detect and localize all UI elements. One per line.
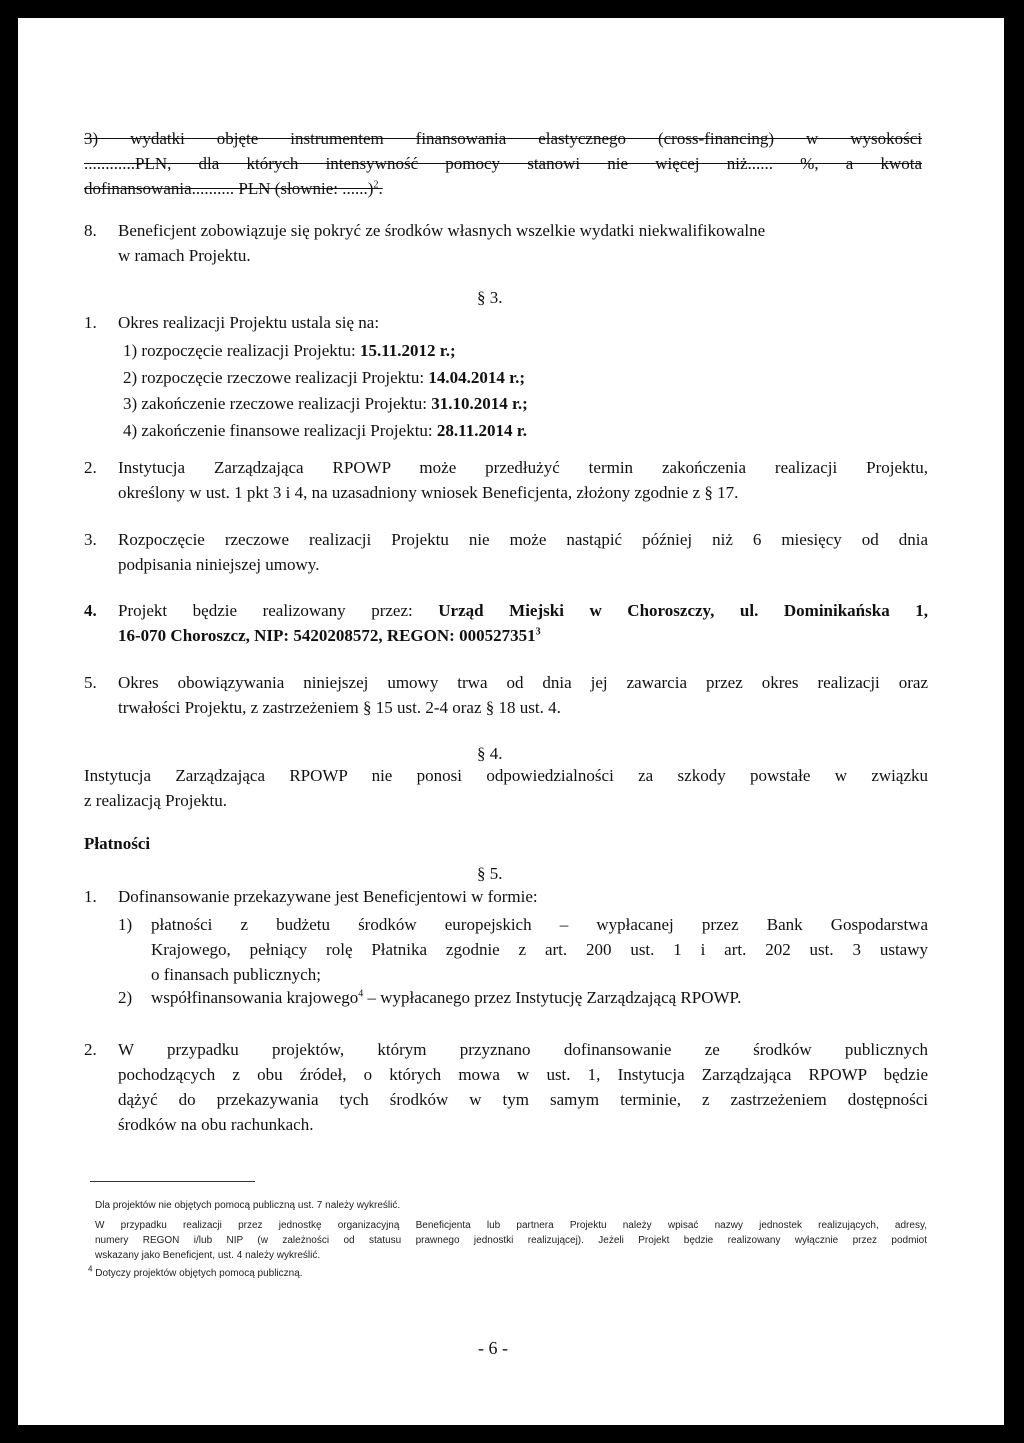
s4-text	[84, 763, 928, 813]
implementer-name: Urząd Miejski w Choroszczy, ul. Dominikańska 1,	[438, 601, 928, 620]
s3-p5-line-1: Okres obowiązywania niniejszej umowy trwa od dnia jej zawarcia przez okres realizacji oraz	[118, 673, 928, 692]
s3-p5-text	[118, 670, 928, 720]
s5-item1-text	[151, 912, 928, 987]
struck-line-3-text: dofinansowania.......... PLN (słownie: ......)	[84, 179, 374, 198]
document-page	[18, 18, 1004, 1425]
list-item-label: 2) rozpoczęcie rzeczowe realizacji Projektu:	[123, 367, 429, 387]
s5-item2-part-a: współfinansowania krajowego	[151, 988, 359, 1007]
s3-p4-text	[118, 598, 928, 648]
footnote-3	[95, 1218, 927, 1263]
s3-p5-line-2: trwałości Projektu, z zastrzeżeniem § 15 ust. 2-4 oraz § 18 ust. 4.	[118, 698, 561, 717]
struck-line-3: dofinansowania.......... PLN (słownie: ......)$^2$.	[84, 179, 383, 198]
s5-item2-text	[151, 985, 928, 1010]
s5-p2-text	[118, 1037, 928, 1137]
s3-p2-text	[118, 455, 928, 505]
s5-item2-number: 2)	[118, 988, 133, 1007]
s5-item1-line-2: Krajowego, pełniący rolę Płatnika zgodnie z art. 200 ust. 1 i art. 202 ust. 3 ustawy	[151, 940, 928, 959]
s5-p2-line-2: pochodzących z obu źródeł, o których mowa w ust. 1, Instytucja Zarządzająca RPOWP będzie	[118, 1065, 928, 1084]
footnote-4-text: Dotyczy projektów objętych pomocą publiczną.	[95, 1268, 303, 1279]
s3-p3-text	[118, 527, 928, 577]
p8-text	[118, 218, 928, 268]
p8-line-1: Beneficjent zobowiązuje się pokryć ze środków własnych wszelkie wydatki niekwalifikowalne	[118, 221, 766, 240]
list-item-label: 1) rozpoczęcie realizacji Projektu:	[123, 341, 360, 360]
s5-item1-line-1: płatności z budżetu środków europejskich – wypłacanej przez Bank Gospodarstwa	[151, 915, 928, 934]
s3-p1-text: Okres realizacji Projektu ustala się na:	[118, 313, 380, 332]
list-item-date: 31.10.2014 r.;	[431, 394, 528, 413]
list-item-label: 3) zakończenie rzeczowe realizacji Projektu:	[123, 394, 432, 413]
footnote-3-line-2: numery REGON i/lub NIP (w zależności od statusu prawnego jednostki realizującej). Jeżeli Projekt będzie realizowany wyłącznie przez podmiot	[95, 1235, 927, 1246]
s5-p2-line-4: środków na obu rachunkach.	[118, 1115, 314, 1134]
footnote-3-line-1: W przypadku realizacji przez jednostkę organizacyjną Beneficjenta lub partnera Projektu należy wpisać nazwy jednostek realizujących, adresy,	[95, 1220, 927, 1231]
section-5-heading: § 5.	[477, 864, 503, 883]
footnote-4-marker: 4	[88, 1264, 93, 1274]
s3-p4-line-2	[118, 623, 928, 648]
footnote-4	[88, 1266, 303, 1281]
p8-number: 8.	[84, 221, 97, 240]
list-item-label: 4) zakończenie finansowe realizacji Projektu:	[123, 420, 437, 440]
list-item-date: 28.11.2014 r.	[436, 420, 527, 440]
s5-p2-number: 2.	[84, 1040, 97, 1059]
s5-item2-part-b: – wypłacanego przez Instytucję Zarządzającą RPOWP.	[363, 988, 742, 1007]
footnote-separator	[90, 1181, 255, 1182]
struck-line-2: ............PLN, dla których intensywność pomocy stanowi nie więcej niż...... %, a kwota	[84, 154, 922, 173]
list-item	[123, 365, 528, 392]
footnote-2: Dla projektów nie objętych pomocą publiczną ust. 7 należy wykreślić.	[95, 1200, 401, 1211]
footnote-ref-2: 2	[373, 179, 379, 191]
s3-p3-number: 3.	[84, 530, 97, 549]
list-item-date: 14.04.2014 r.;	[428, 367, 526, 387]
s3-p3-line-2: podpisania niniejszej umowy.	[118, 555, 320, 574]
s3-p4-line-1	[118, 598, 928, 623]
struck-line-1: 3) wydatki objęte instrumentem finansowania elastycznego (cross-financing) w wysokości	[84, 129, 922, 148]
s3-p1-number: 1.	[84, 313, 97, 332]
s3-p2-number: 2.	[84, 458, 97, 477]
page-number: - 6 -	[478, 1338, 508, 1358]
s3-p5-number: 5.	[84, 673, 97, 692]
s5-p2-line-1: W przypadku projektów, którym przyznano dofinansowanie ze środków publicznych	[118, 1040, 928, 1059]
footnote-ref-3: 3	[535, 626, 541, 638]
footnote-3-line-3: wskazany jako Beneficjent, ust. 4 należy wykreślić.	[95, 1250, 321, 1261]
s5-p2-line-3: dążyć do przekazywania tych środków w tym samym terminie, z zastrzeżeniem dostępności	[118, 1090, 928, 1109]
s5-item1-line-3: o finansach publicznych;	[151, 965, 321, 984]
s3-p4-lead: Projekt będzie realizowany przez:	[118, 601, 439, 620]
s4-line-2: z realizacją Projektu.	[84, 791, 228, 810]
list-item	[123, 391, 528, 418]
s3-p2-line-1: Instytucja Zarządzająca RPOWP może przedłużyć termin zakończenia realizacji Projektu,	[118, 458, 928, 477]
s5-item1-number: 1)	[118, 915, 133, 934]
list-item-date: 15.11.2012 r.;	[359, 341, 456, 360]
section-3-heading: § 3.	[477, 288, 503, 307]
payments-heading: Płatności	[84, 834, 151, 853]
implementer-address: 16-070 Choroszcz, NIP: 5420208572, REGON: 000527351	[118, 626, 536, 645]
struck-item-3	[84, 126, 922, 201]
s5-p1-text: Dofinansowanie przekazywane jest Beneficjentowi w formie:	[118, 887, 538, 906]
section-4-heading: § 4.	[477, 744, 503, 763]
s4-line-1: Instytucja Zarządzająca RPOWP nie ponosi odpowiedzialności za szkody powstałe w związku	[84, 766, 928, 785]
footnote-ref-4: 4	[358, 988, 364, 1000]
s3-p4-number: 4.	[84, 601, 97, 620]
s3-p2-line-2: określony w ust. 1 pkt 3 i 4, na uzasadniony wniosek Beneficjenta, złożony zgodnie z § 17.	[118, 483, 739, 502]
s3-p3-line-1: Rozpoczęcie rzeczowe realizacji Projektu nie może nastąpić później niż 6 miesięcy od dnia	[118, 530, 928, 549]
s3-p1-list	[123, 338, 528, 444]
s5-p1-number: 1.	[84, 887, 97, 906]
list-item	[123, 338, 528, 365]
list-item	[123, 418, 528, 445]
p8-line-2: w ramach Projektu.	[118, 246, 251, 265]
